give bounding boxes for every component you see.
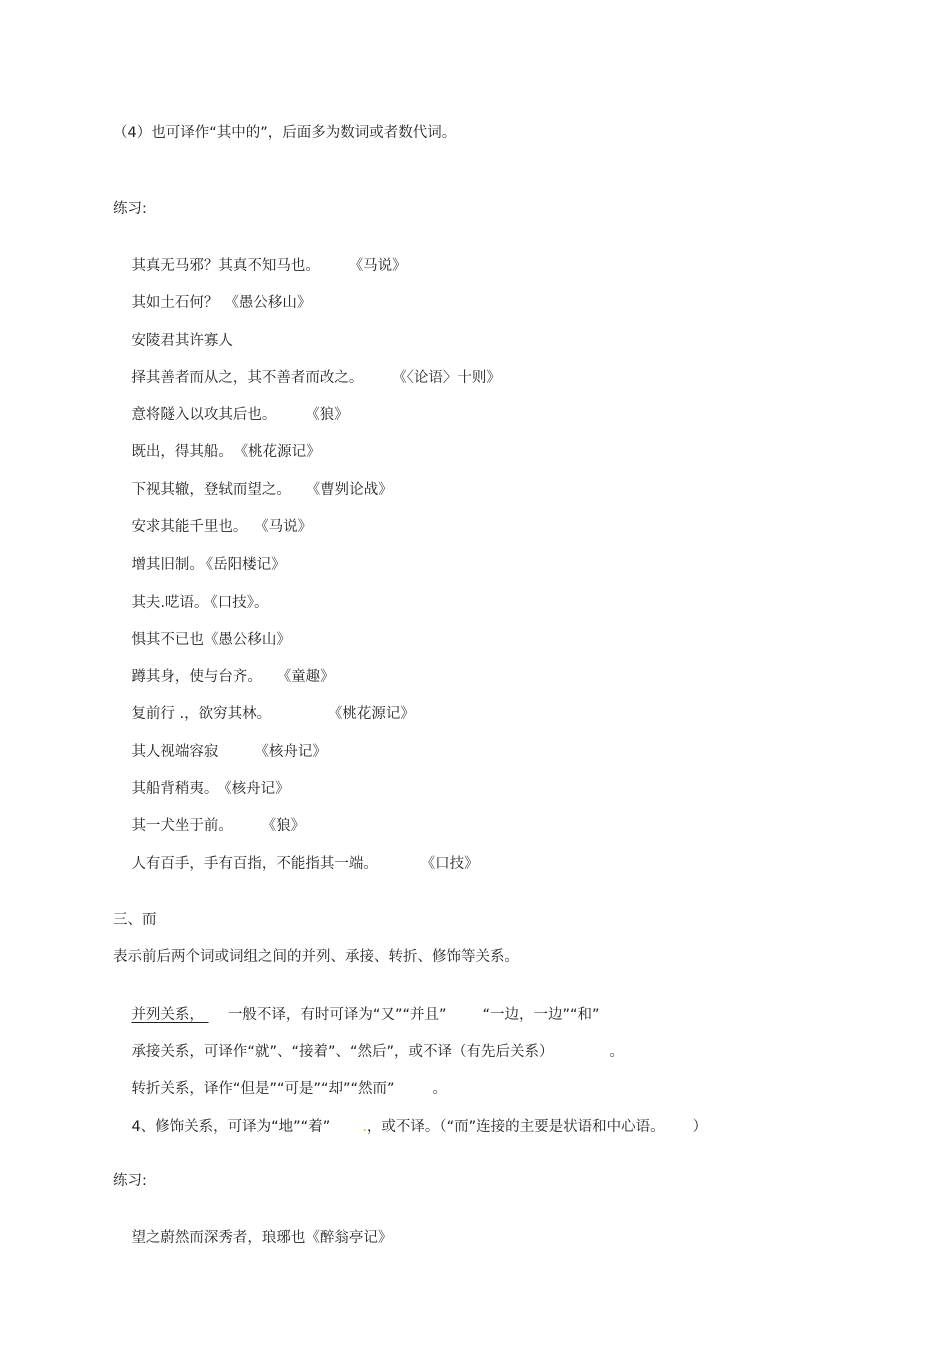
sentence: 其真无马邪？其真不知马也。 — [131, 258, 320, 274]
source-title: 《桃花源记》 — [240, 444, 321, 460]
modifier-relation-line — [113, 1097, 708, 1135]
sentence: 其人视端容寂 — [131, 744, 219, 760]
practice-heading: 练习: — [113, 1173, 147, 1189]
sentence: 安求其能千里也。 — [131, 519, 248, 535]
source-title: 《岳阳楼记》 — [205, 557, 286, 573]
practice-item — [113, 236, 407, 274]
practice-item — [113, 497, 313, 535]
practice-item — [113, 385, 349, 423]
sentence: 其夫.呓语。 — [131, 595, 209, 611]
modifier-mid: ，或不译。（“而”连接的主要是状语和中心语。 — [366, 1119, 665, 1135]
practice-item — [113, 796, 306, 834]
sentence: 惧其不已也 — [131, 632, 204, 648]
parallel-label: 并列关系， — [131, 1007, 204, 1023]
parallel-relation-line — [113, 985, 600, 1023]
highlight-dot: . — [362, 1119, 367, 1135]
practice-item — [113, 647, 335, 685]
sentence: 望之蔚然而深秀者，琅琊也 — [131, 1230, 306, 1246]
section-heading: 三、而 — [113, 912, 157, 928]
practice-item — [113, 1208, 393, 1246]
sentence: 既出，得其船。 — [131, 444, 233, 460]
source-title: 《狼》 — [268, 818, 306, 834]
source-title: 《愚公移山》 — [224, 295, 312, 311]
sentence: 意将隧入以攻其后也。 — [131, 407, 277, 423]
source-title: 《〈论语〉十则》 — [399, 370, 501, 386]
section-description: 表示前后两个词或词组之间的并列、承接、转折、修饰等关系。 — [113, 949, 519, 965]
sequential-end: 。 — [609, 1044, 625, 1060]
sentence: 择其善者而从之，其不善者而改之。 — [131, 370, 364, 386]
source-title: 《醉翁亭记》 — [305, 1230, 393, 1246]
practice-item — [113, 722, 327, 760]
source-title: 《桃花源记》 — [335, 706, 415, 722]
sentence: 人有百手，手有百指，不能指其一端。 — [131, 856, 378, 872]
practice-item — [113, 610, 291, 648]
source-title: 《童趣》 — [283, 669, 335, 685]
source-title: 《口技》 — [427, 856, 479, 872]
contrast-end: 。 — [432, 1081, 448, 1097]
sequential-relation-line — [113, 1022, 625, 1060]
source-title: 《愚公移山》 — [203, 632, 291, 648]
practice-item — [113, 759, 290, 797]
sentence: 其船背稍夷。 — [131, 781, 219, 797]
sentence: 其如土石何？ — [131, 295, 219, 311]
practice-item — [113, 311, 233, 349]
parallel-rest: 一般不译，有时可译为“又”“并且” — [227, 1007, 447, 1023]
source-title: 《核舟记》 — [224, 781, 290, 797]
sentence: 复前行 .，欲穷其林。 — [131, 706, 272, 722]
practice-item — [113, 684, 415, 722]
modifier-start: 4、修饰关系，可译为“地”“着” — [131, 1119, 331, 1135]
source-title: 《狼》 — [312, 407, 349, 423]
source-title: 《马说》 — [355, 258, 407, 274]
practice-item — [113, 273, 312, 311]
practice-item — [113, 573, 269, 611]
source-title: 《马说》 — [261, 519, 313, 535]
modifier-end: ） — [692, 1119, 708, 1135]
sentence: 下视其辙，登轼而望之。 — [131, 482, 291, 498]
source-title: 《口技》。 — [210, 595, 269, 611]
sentence: 其一犬坐于前。 — [131, 818, 233, 834]
intro-line: （4）也可译作“其中的”，后面多为数词或者数代词。 — [113, 125, 457, 141]
contrast-relation-line — [113, 1059, 448, 1097]
parallel-tail: “一边，一边”“和” — [482, 1007, 600, 1023]
practice-item — [113, 460, 393, 498]
sequential-text: 承接关系，可译作“就”、“接着”、“然后”，或不译（有先后关系） — [131, 1044, 554, 1060]
practice-item — [113, 422, 321, 460]
source-title: 《曹刿论战》 — [312, 482, 393, 498]
source-title: 《核舟记》 — [254, 744, 327, 760]
sentence: 蹲其身，使与台齐。 — [131, 669, 262, 685]
practice-item — [113, 535, 286, 573]
practice-item — [113, 834, 479, 872]
practice-heading: 练习: — [113, 201, 147, 217]
practice-item — [113, 348, 501, 386]
sentence: 安陵君其许寡人 — [131, 333, 233, 349]
contrast-text: 转折关系，译作“但是”“可是”“却”“然而” — [131, 1081, 395, 1097]
sentence: 增其旧制。 — [131, 557, 204, 573]
